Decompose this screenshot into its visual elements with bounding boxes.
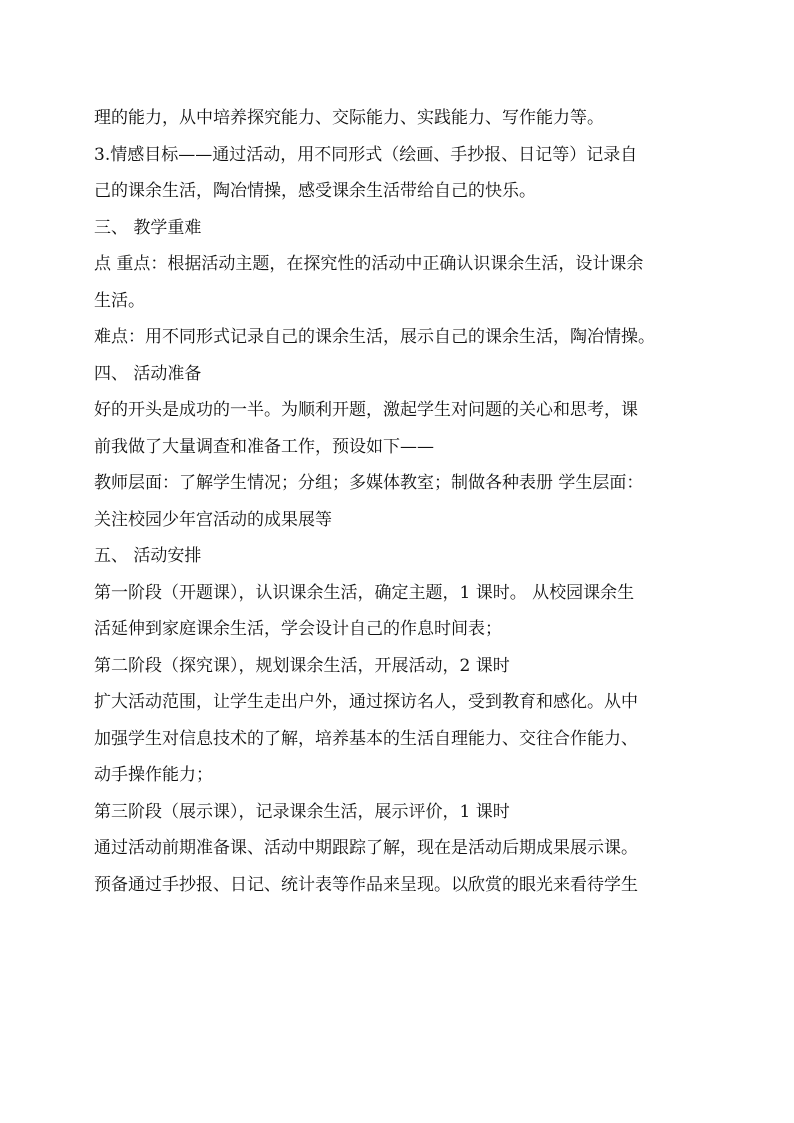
text-line: 生活。 — [94, 290, 145, 311]
document-body — [94, 100, 704, 903]
text-line: 扩大活动范围，让学生走出户外，通过探访名人，受到教育和感化。从中 — [94, 692, 638, 712]
text-line: 关注校园少年宫活动的成果展等 — [94, 509, 332, 530]
text-line: 好的开头是成功的一半。为顺利开题，激起学生对问题的关心和思考，课 — [94, 400, 638, 420]
text-line: 己的课余生活，陶冶情操，感受课余生活带给自己的快乐。 — [94, 181, 536, 201]
text-line: 第一阶段（开题课），认识课余生活，确定主题，1 课时。 从校园课余生 — [94, 582, 635, 603]
text-line: 理的能力，从中培养探究能力、交际能力、实践能力、写作能力等。 — [94, 108, 604, 128]
section-heading: 四、 活动准备 — [94, 363, 202, 384]
text-line: 3.情感目标——通过活动，用不同形式（绘画、手抄报、日记等）记录自 — [94, 144, 638, 165]
section-heading: 五、 活动安排 — [94, 546, 202, 566]
text-line: 第三阶段（展示课），记录课余生活，展示评价，1 课时 — [94, 801, 510, 822]
text-line: 预备通过手抄报、日记、统计表等作品来呈现。以欣赏的眼光来看待学生 — [94, 874, 638, 895]
text-line: 通过活动前期准备课、活动中期跟踪了解，现在是活动后期成果展示课。 — [94, 838, 638, 858]
text-line: 活延伸到家庭课余生活，学会设计自己的作息时间表； — [94, 619, 502, 639]
section-heading: 三、 教学重难 — [94, 217, 202, 238]
text-line: 动手操作能力； — [94, 765, 213, 785]
text-line: 前我做了大量调查和准备工作，预设如下—— — [94, 436, 434, 457]
text-line: 难点：用不同形式记录自己的课余生活，展示自己的课余生活，陶冶情操。 — [94, 327, 655, 347]
text-line: 第二阶段（探究课），规划课余生活，开展活动，2 课时 — [94, 655, 510, 676]
text-line: 点 重点：根据活动主题，在探究性的活动中正确认识课余生活，设计课余 — [94, 254, 644, 274]
text-line: 教师层面：了解学生情况；分组；多媒体教室；制做各种表册 学生层面： — [94, 473, 644, 493]
text-line: 加强学生对信息技术的了解，培养基本的生活自理能力、交往合作能力、 — [94, 728, 638, 749]
